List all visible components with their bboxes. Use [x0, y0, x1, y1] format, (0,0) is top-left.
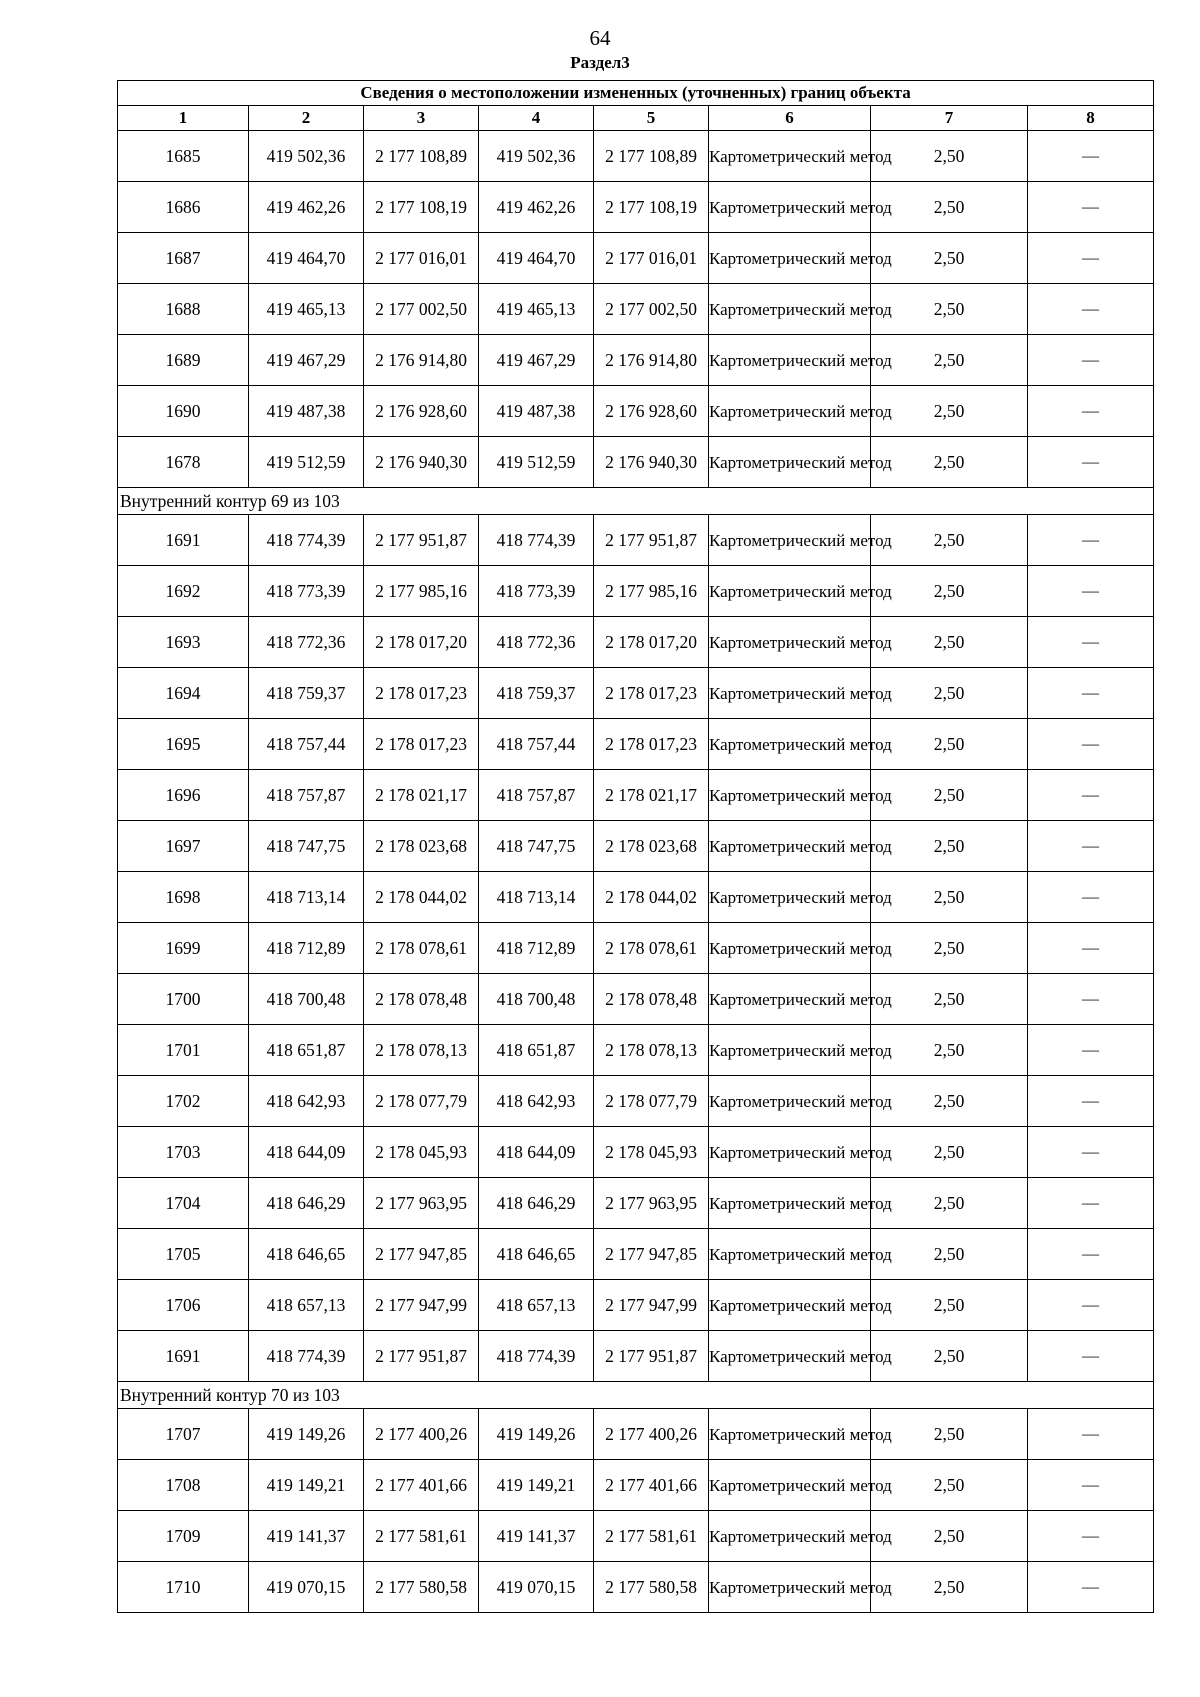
contour-label: Внутренний контур 69 из 103 [118, 488, 1154, 515]
table-row [118, 1511, 1154, 1562]
x-new-cell: 419 464,70 [479, 233, 594, 284]
y-old-cell: 2 177 016,01 [364, 233, 479, 284]
x-old-cell: 418 642,93 [249, 1076, 364, 1127]
y-old-cell: 2 178 045,93 [364, 1127, 479, 1178]
point-number-cell: 1687 [118, 233, 249, 284]
point-number-cell: 1693 [118, 617, 249, 668]
point-number-cell: 1688 [118, 284, 249, 335]
y-old-cell: 2 177 951,87 [364, 1331, 479, 1382]
x-old-cell: 418 713,14 [249, 872, 364, 923]
method-cell: Картометрический метод [709, 1127, 871, 1178]
y-old-cell: 2 176 940,30 [364, 437, 479, 488]
x-old-cell: 418 646,29 [249, 1178, 364, 1229]
x-new-cell: 419 465,13 [479, 284, 594, 335]
contour-header-row [118, 488, 1154, 515]
point-number-cell: 1694 [118, 668, 249, 719]
y-old-cell: 2 178 017,23 [364, 668, 479, 719]
method-cell: Картометрический метод [709, 1331, 871, 1382]
y-new-cell: 2 176 940,30 [594, 437, 709, 488]
x-new-cell: 419 462,26 [479, 182, 594, 233]
y-old-cell: 2 178 017,20 [364, 617, 479, 668]
accuracy-cell: 2,50 [871, 821, 1028, 872]
method-cell: Картометрический метод [709, 872, 871, 923]
description-cell: — [1028, 1076, 1154, 1127]
contour-header-row [118, 1382, 1154, 1409]
y-new-cell: 2 177 951,87 [594, 1331, 709, 1382]
accuracy-cell: 2,50 [871, 1562, 1028, 1613]
x-new-cell: 419 487,38 [479, 386, 594, 437]
table-row [118, 131, 1154, 182]
accuracy-cell: 2,50 [871, 1511, 1028, 1562]
page-number: 64 [589, 26, 611, 50]
description-cell: — [1028, 1280, 1154, 1331]
y-new-cell: 2 177 581,61 [594, 1511, 709, 1562]
point-number-cell: 1702 [118, 1076, 249, 1127]
y-new-cell: 2 178 017,23 [594, 719, 709, 770]
accuracy-cell: 2,50 [871, 1460, 1028, 1511]
table-row [118, 1076, 1154, 1127]
description-cell: — [1028, 1178, 1154, 1229]
x-new-cell: 418 642,93 [479, 1076, 594, 1127]
point-number-cell: 1690 [118, 386, 249, 437]
x-old-cell: 418 644,09 [249, 1127, 364, 1178]
accuracy-cell: 2,50 [871, 719, 1028, 770]
column-number: 1 [118, 106, 249, 131]
point-number-cell: 1706 [118, 1280, 249, 1331]
table-row [118, 335, 1154, 386]
table-row [118, 974, 1154, 1025]
table-row [118, 566, 1154, 617]
table-row [118, 233, 1154, 284]
accuracy-cell: 2,50 [871, 233, 1028, 284]
x-new-cell: 419 141,37 [479, 1511, 594, 1562]
accuracy-cell: 2,50 [871, 1025, 1028, 1076]
boundary-coordinates-table [117, 80, 1154, 1613]
description-cell: — [1028, 617, 1154, 668]
x-new-cell: 419 502,36 [479, 131, 594, 182]
y-new-cell: 2 176 928,60 [594, 386, 709, 437]
point-number-cell: 1691 [118, 1331, 249, 1382]
y-old-cell: 2 178 044,02 [364, 872, 479, 923]
y-new-cell: 2 178 017,20 [594, 617, 709, 668]
point-number-cell: 1703 [118, 1127, 249, 1178]
x-new-cell: 418 774,39 [479, 515, 594, 566]
y-new-cell: 2 177 947,85 [594, 1229, 709, 1280]
method-cell: Картометрический метод [709, 566, 871, 617]
y-new-cell: 2 177 985,16 [594, 566, 709, 617]
y-old-cell: 2 177 401,66 [364, 1460, 479, 1511]
y-new-cell: 2 178 078,61 [594, 923, 709, 974]
method-cell: Картометрический метод [709, 821, 871, 872]
x-old-cell: 419 464,70 [249, 233, 364, 284]
x-old-cell: 419 149,26 [249, 1409, 364, 1460]
y-old-cell: 2 178 078,48 [364, 974, 479, 1025]
accuracy-cell: 2,50 [871, 437, 1028, 488]
point-number-cell: 1701 [118, 1025, 249, 1076]
contour-label: Внутренний контур 70 из 103 [118, 1382, 1154, 1409]
accuracy-cell: 2,50 [871, 1127, 1028, 1178]
method-cell: Картометрический метод [709, 1511, 871, 1562]
x-new-cell: 419 070,15 [479, 1562, 594, 1613]
y-old-cell: 2 178 021,17 [364, 770, 479, 821]
description-cell: — [1028, 1409, 1154, 1460]
y-new-cell: 2 177 016,01 [594, 233, 709, 284]
y-new-cell: 2 178 021,17 [594, 770, 709, 821]
table-row [118, 770, 1154, 821]
point-number-cell: 1705 [118, 1229, 249, 1280]
method-cell: Картометрический метод [709, 1562, 871, 1613]
accuracy-cell: 2,50 [871, 923, 1028, 974]
y-new-cell: 2 177 400,26 [594, 1409, 709, 1460]
x-old-cell: 419 467,29 [249, 335, 364, 386]
table-row [118, 1178, 1154, 1229]
method-cell: Картометрический метод [709, 1178, 871, 1229]
y-old-cell: 2 178 078,61 [364, 923, 479, 974]
point-number-cell: 1691 [118, 515, 249, 566]
description-cell: — [1028, 515, 1154, 566]
x-old-cell: 418 657,13 [249, 1280, 364, 1331]
point-number-cell: 1698 [118, 872, 249, 923]
column-number: 7 [871, 106, 1028, 131]
method-cell: Картометрический метод [709, 233, 871, 284]
table-body [118, 131, 1154, 1613]
x-old-cell: 418 757,87 [249, 770, 364, 821]
x-new-cell: 418 757,44 [479, 719, 594, 770]
description-cell: — [1028, 668, 1154, 719]
y-old-cell: 2 177 400,26 [364, 1409, 479, 1460]
x-new-cell: 419 149,26 [479, 1409, 594, 1460]
point-number-cell: 1710 [118, 1562, 249, 1613]
x-old-cell: 418 646,65 [249, 1229, 364, 1280]
description-cell: — [1028, 770, 1154, 821]
y-new-cell: 2 176 914,80 [594, 335, 709, 386]
description-cell: — [1028, 1460, 1154, 1511]
x-new-cell: 418 700,48 [479, 974, 594, 1025]
description-cell: — [1028, 872, 1154, 923]
accuracy-cell: 2,50 [871, 770, 1028, 821]
description-cell: — [1028, 335, 1154, 386]
y-new-cell: 2 177 108,19 [594, 182, 709, 233]
table-row [118, 182, 1154, 233]
x-old-cell: 418 651,87 [249, 1025, 364, 1076]
column-number-row [118, 106, 1154, 131]
table-row [118, 668, 1154, 719]
x-new-cell: 418 713,14 [479, 872, 594, 923]
y-new-cell: 2 177 401,66 [594, 1460, 709, 1511]
x-old-cell: 419 149,21 [249, 1460, 364, 1511]
y-new-cell: 2 177 963,95 [594, 1178, 709, 1229]
point-number-cell: 1708 [118, 1460, 249, 1511]
point-number-cell: 1697 [118, 821, 249, 872]
column-number: 4 [479, 106, 594, 131]
table-row [118, 1562, 1154, 1613]
x-new-cell: 419 467,29 [479, 335, 594, 386]
y-new-cell: 2 177 108,89 [594, 131, 709, 182]
x-old-cell: 419 487,38 [249, 386, 364, 437]
method-cell: Картометрический метод [709, 1076, 871, 1127]
accuracy-cell: 2,50 [871, 335, 1028, 386]
table-row [118, 1460, 1154, 1511]
method-cell: Картометрический метод [709, 284, 871, 335]
y-old-cell: 2 177 002,50 [364, 284, 479, 335]
x-old-cell: 419 502,36 [249, 131, 364, 182]
accuracy-cell: 2,50 [871, 1409, 1028, 1460]
table-row [118, 1229, 1154, 1280]
table-row [118, 872, 1154, 923]
y-old-cell: 2 177 963,95 [364, 1178, 479, 1229]
y-new-cell: 2 178 023,68 [594, 821, 709, 872]
x-old-cell: 418 700,48 [249, 974, 364, 1025]
table-row [118, 1409, 1154, 1460]
y-old-cell: 2 177 581,61 [364, 1511, 479, 1562]
table-row [118, 1127, 1154, 1178]
accuracy-cell: 2,50 [871, 872, 1028, 923]
accuracy-cell: 2,50 [871, 1229, 1028, 1280]
description-cell: — [1028, 719, 1154, 770]
y-new-cell: 2 177 951,87 [594, 515, 709, 566]
column-number: 3 [364, 106, 479, 131]
y-new-cell: 2 178 017,23 [594, 668, 709, 719]
column-number: 5 [594, 106, 709, 131]
description-cell: — [1028, 1511, 1154, 1562]
point-number-cell: 1699 [118, 923, 249, 974]
x-new-cell: 418 759,37 [479, 668, 594, 719]
point-number-cell: 1685 [118, 131, 249, 182]
accuracy-cell: 2,50 [871, 1178, 1028, 1229]
x-new-cell: 418 644,09 [479, 1127, 594, 1178]
table-row [118, 923, 1154, 974]
column-number: 8 [1028, 106, 1154, 131]
description-cell: — [1028, 1229, 1154, 1280]
method-cell: Картометрический метод [709, 617, 871, 668]
method-cell: Картометрический метод [709, 1025, 871, 1076]
x-new-cell: 419 149,21 [479, 1460, 594, 1511]
point-number-cell: 1689 [118, 335, 249, 386]
x-old-cell: 418 712,89 [249, 923, 364, 974]
section-title: Раздел3 [570, 53, 630, 72]
y-old-cell: 2 176 928,60 [364, 386, 479, 437]
x-new-cell: 419 512,59 [479, 437, 594, 488]
accuracy-cell: 2,50 [871, 668, 1028, 719]
table-row [118, 1280, 1154, 1331]
table-row [118, 437, 1154, 488]
table-caption-row [118, 81, 1154, 106]
y-old-cell: 2 177 985,16 [364, 566, 479, 617]
y-new-cell: 2 177 947,99 [594, 1280, 709, 1331]
x-new-cell: 418 657,13 [479, 1280, 594, 1331]
method-cell: Картометрический метод [709, 1409, 871, 1460]
y-old-cell: 2 177 947,85 [364, 1229, 479, 1280]
point-number-cell: 1709 [118, 1511, 249, 1562]
method-cell: Картометрический метод [709, 1460, 871, 1511]
y-new-cell: 2 178 078,48 [594, 974, 709, 1025]
accuracy-cell: 2,50 [871, 1280, 1028, 1331]
x-new-cell: 418 773,39 [479, 566, 594, 617]
table-row [118, 515, 1154, 566]
x-old-cell: 418 759,37 [249, 668, 364, 719]
method-cell: Картометрический метод [709, 719, 871, 770]
accuracy-cell: 2,50 [871, 284, 1028, 335]
table-row [118, 386, 1154, 437]
method-cell: Картометрический метод [709, 515, 871, 566]
accuracy-cell: 2,50 [871, 1331, 1028, 1382]
accuracy-cell: 2,50 [871, 566, 1028, 617]
description-cell: — [1028, 821, 1154, 872]
y-old-cell: 2 177 108,89 [364, 131, 479, 182]
point-number-cell: 1695 [118, 719, 249, 770]
y-old-cell: 2 178 078,13 [364, 1025, 479, 1076]
table-row [118, 617, 1154, 668]
accuracy-cell: 2,50 [871, 515, 1028, 566]
accuracy-cell: 2,50 [871, 617, 1028, 668]
y-old-cell: 2 177 951,87 [364, 515, 479, 566]
point-number-cell: 1692 [118, 566, 249, 617]
description-cell: — [1028, 1127, 1154, 1178]
method-cell: Картометрический метод [709, 386, 871, 437]
y-new-cell: 2 178 078,13 [594, 1025, 709, 1076]
description-cell: — [1028, 566, 1154, 617]
description-cell: — [1028, 1331, 1154, 1382]
method-cell: Картометрический метод [709, 974, 871, 1025]
y-old-cell: 2 177 108,19 [364, 182, 479, 233]
x-old-cell: 419 070,15 [249, 1562, 364, 1613]
method-cell: Картометрический метод [709, 770, 871, 821]
x-old-cell: 419 465,13 [249, 284, 364, 335]
x-old-cell: 418 757,44 [249, 719, 364, 770]
accuracy-cell: 2,50 [871, 386, 1028, 437]
y-new-cell: 2 178 077,79 [594, 1076, 709, 1127]
x-new-cell: 418 747,75 [479, 821, 594, 872]
x-new-cell: 418 757,87 [479, 770, 594, 821]
x-new-cell: 418 712,89 [479, 923, 594, 974]
x-new-cell: 418 646,29 [479, 1178, 594, 1229]
description-cell: — [1028, 233, 1154, 284]
y-old-cell: 2 178 017,23 [364, 719, 479, 770]
point-number-cell: 1696 [118, 770, 249, 821]
description-cell: — [1028, 923, 1154, 974]
point-number-cell: 1704 [118, 1178, 249, 1229]
description-cell: — [1028, 437, 1154, 488]
table-row [118, 821, 1154, 872]
method-cell: Картометрический метод [709, 923, 871, 974]
y-new-cell: 2 178 044,02 [594, 872, 709, 923]
x-old-cell: 418 774,39 [249, 1331, 364, 1382]
y-new-cell: 2 178 045,93 [594, 1127, 709, 1178]
description-cell: — [1028, 284, 1154, 335]
point-number-cell: 1678 [118, 437, 249, 488]
method-cell: Картометрический метод [709, 1229, 871, 1280]
description-cell: — [1028, 974, 1154, 1025]
accuracy-cell: 2,50 [871, 131, 1028, 182]
column-number: 2 [249, 106, 364, 131]
x-new-cell: 418 651,87 [479, 1025, 594, 1076]
point-number-cell: 1707 [118, 1409, 249, 1460]
description-cell: — [1028, 182, 1154, 233]
method-cell: Картометрический метод [709, 131, 871, 182]
x-old-cell: 419 141,37 [249, 1511, 364, 1562]
x-old-cell: 418 747,75 [249, 821, 364, 872]
y-new-cell: 2 177 580,58 [594, 1562, 709, 1613]
x-new-cell: 418 772,36 [479, 617, 594, 668]
description-cell: — [1028, 1562, 1154, 1613]
x-old-cell: 418 773,39 [249, 566, 364, 617]
accuracy-cell: 2,50 [871, 1076, 1028, 1127]
y-old-cell: 2 177 947,99 [364, 1280, 479, 1331]
table-caption: Сведения о местоположении измененных (уточненных) границ объекта [118, 81, 1154, 106]
description-cell: — [1028, 1025, 1154, 1076]
column-number: 6 [709, 106, 871, 131]
method-cell: Картометрический метод [709, 335, 871, 386]
x-old-cell: 419 462,26 [249, 182, 364, 233]
table-row [118, 1331, 1154, 1382]
table-row [118, 719, 1154, 770]
table-row [118, 1025, 1154, 1076]
y-old-cell: 2 177 580,58 [364, 1562, 479, 1613]
method-cell: Картометрический метод [709, 668, 871, 719]
x-new-cell: 418 646,65 [479, 1229, 594, 1280]
x-old-cell: 418 772,36 [249, 617, 364, 668]
accuracy-cell: 2,50 [871, 182, 1028, 233]
description-cell: — [1028, 386, 1154, 437]
y-old-cell: 2 178 023,68 [364, 821, 479, 872]
table-row [118, 284, 1154, 335]
x-old-cell: 419 512,59 [249, 437, 364, 488]
method-cell: Картометрический метод [709, 1280, 871, 1331]
point-number-cell: 1686 [118, 182, 249, 233]
point-number-cell: 1700 [118, 974, 249, 1025]
method-cell: Картометрический метод [709, 182, 871, 233]
accuracy-cell: 2,50 [871, 974, 1028, 1025]
x-new-cell: 418 774,39 [479, 1331, 594, 1382]
y-old-cell: 2 176 914,80 [364, 335, 479, 386]
description-cell: — [1028, 131, 1154, 182]
x-old-cell: 418 774,39 [249, 515, 364, 566]
y-new-cell: 2 177 002,50 [594, 284, 709, 335]
y-old-cell: 2 178 077,79 [364, 1076, 479, 1127]
method-cell: Картометрический метод [709, 437, 871, 488]
